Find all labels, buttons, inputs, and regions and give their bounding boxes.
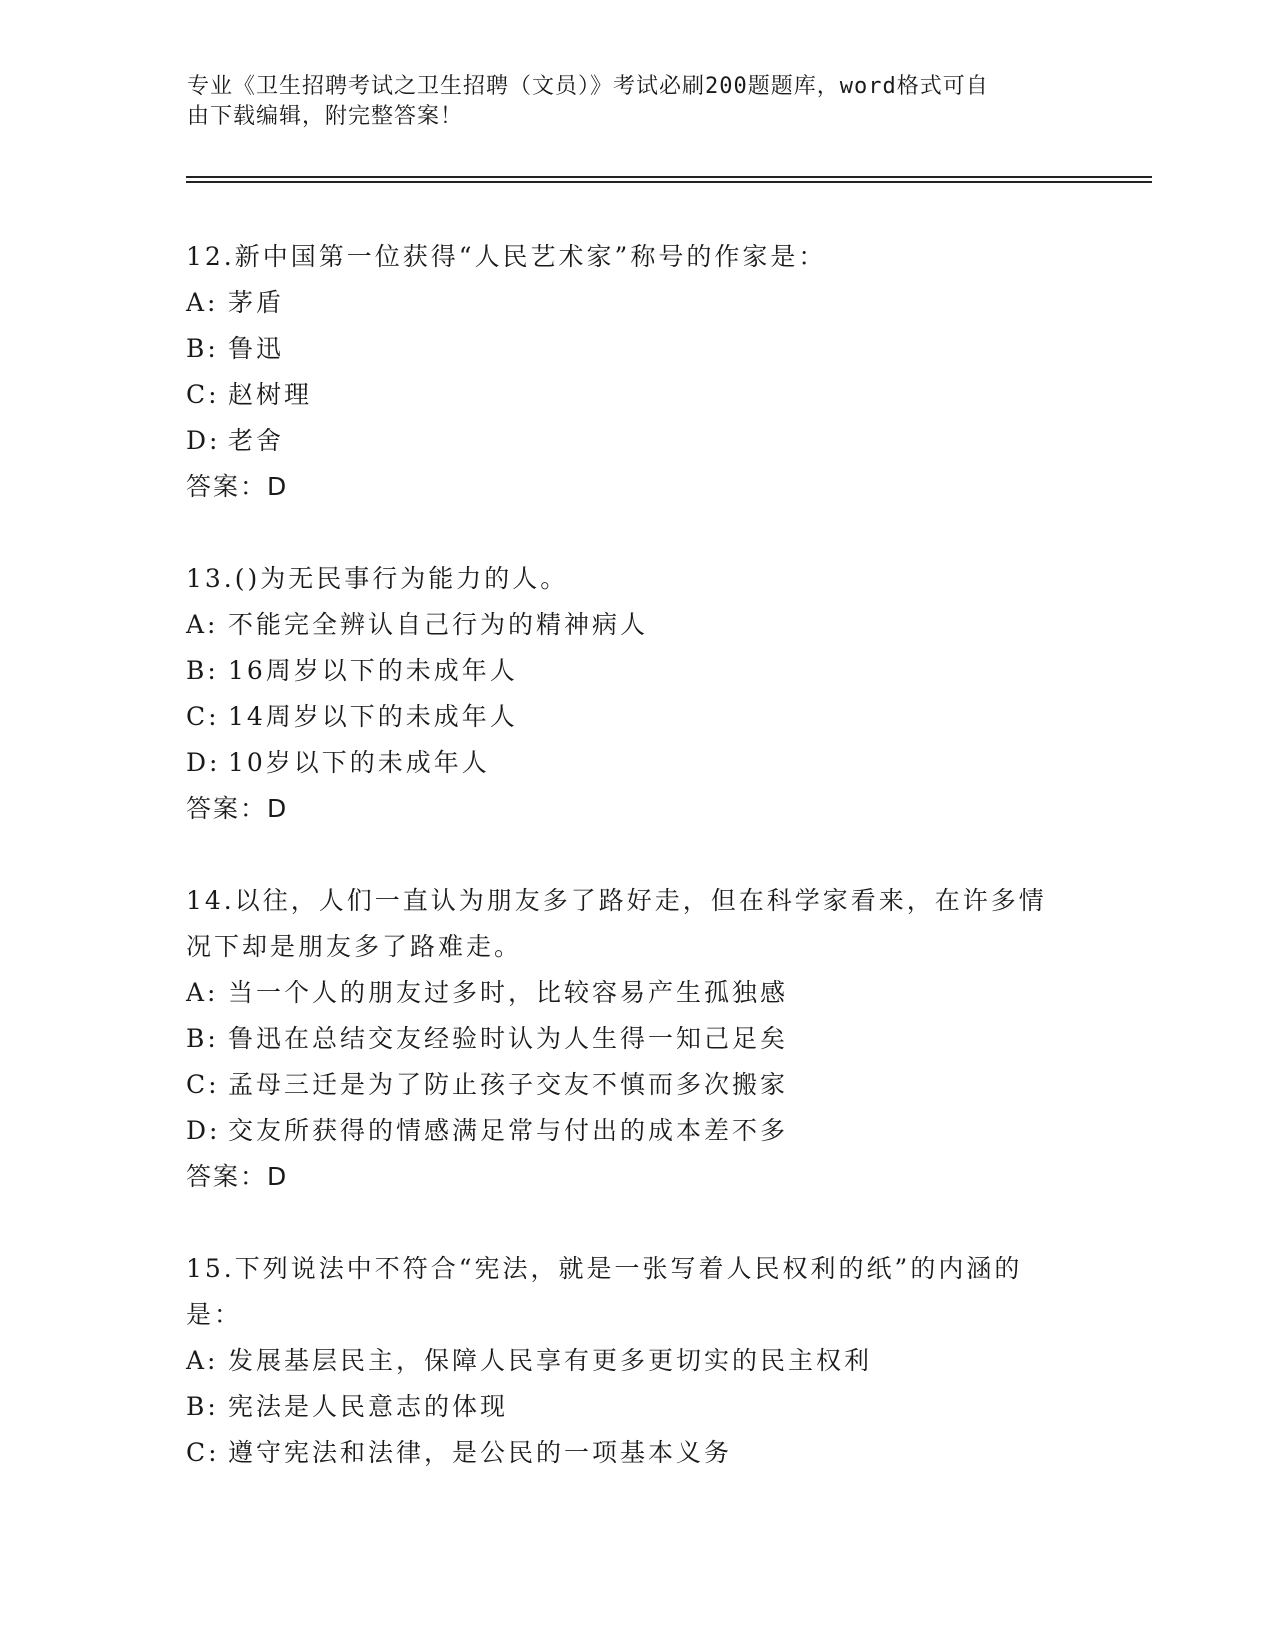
option-b [186,1016,1086,1062]
option-key: C: [186,702,220,731]
question-text-line-1: 15.下列说法中不符合“宪法，就是一张写着人民权利的纸”的内涵的 [186,1254,1023,1283]
answer-value: D [267,794,288,823]
option-key: B: [186,334,219,363]
header-line-2: 由下载编辑，附完整答案！ [187,104,464,129]
option-key: C: [186,380,220,409]
option-c [186,1430,1086,1476]
header-line-1: 专业《卫生招聘考试之卫生招聘（文员）》考试必刷200题题库，word格式可自 [187,74,989,99]
question-text-line-2: 况下却是朋友多了路难走。 [186,932,523,961]
option-key: B: [186,656,219,685]
option-key: D: [186,748,221,777]
question-text: 13.()为无民事行为能力的人。 [186,564,569,593]
answer-value: D [267,472,288,501]
option-text: 发展基层民主，保障人民享有更多更切实的民主权利 [228,1346,873,1375]
option-text: 宪法是人民意志的体现 [228,1392,509,1421]
option-text: 孟母三迁是为了防止孩子交友不慎而多次搬家 [228,1070,789,1099]
option-d [186,1108,1086,1154]
option-c [186,694,1086,740]
option-text: 鲁迅在总结交友经验时认为人生得一知己足矣 [228,1024,789,1053]
option-text: 当一个人的朋友过多时，比较容易产生孤独感 [228,978,789,1007]
question-text-line-1: 14.以往，人们一直认为朋友多了路好走，但在科学家看来，在许多情 [186,886,1047,915]
option-b [186,1384,1086,1430]
option-text: 交友所获得的情感满足常与付出的成本差不多 [228,1116,789,1145]
option-key: A: [186,288,219,317]
option-text: 鲁迅 [228,334,285,363]
option-text: 10岁以下的未成年人 [228,748,490,777]
option-key: A: [186,1346,219,1375]
answer-label: 答案： [186,794,268,823]
option-text: 遵守宪法和法律，是公民的一项基本义务 [228,1438,733,1467]
question-13 [186,556,1086,832]
option-a [186,1338,1086,1384]
option-d [186,418,1086,464]
question-14 [186,878,1086,1200]
option-a [186,970,1086,1016]
option-c [186,372,1086,418]
answer-label: 答案： [186,472,268,501]
option-b [186,648,1086,694]
question-12 [186,234,1086,510]
answer-line [186,464,1086,510]
header-divider-bottom [186,181,1152,183]
option-text: 14周岁以下的未成年人 [228,702,518,731]
document-header [187,72,1067,132]
option-a [186,602,1086,648]
option-d [186,740,1086,786]
option-key: A: [186,610,219,639]
option-text: 老舍 [228,426,285,455]
answer-line [186,786,1086,832]
option-text: 不能完全辨认自己行为的精神病人 [228,610,649,639]
option-c [186,1062,1086,1108]
question-15 [186,1246,1086,1476]
option-key: B: [186,1024,219,1053]
option-key: B: [186,1392,219,1421]
option-key: A: [186,978,219,1007]
option-text: 赵树理 [228,380,313,409]
question-text: 12.新中国第一位获得“人民艺术家”称号的作家是： [186,242,827,271]
option-a [186,280,1086,326]
option-text: 茅盾 [228,288,285,317]
answer-label: 答案： [186,1162,268,1191]
option-key: C: [186,1070,220,1099]
header-divider-top [186,176,1152,178]
option-b [186,326,1086,372]
answer-value: D [267,1162,288,1191]
option-key: D: [186,1116,221,1145]
question-list [186,234,1086,1522]
option-key: C: [186,1438,220,1467]
option-text: 16周岁以下的未成年人 [228,656,518,685]
option-key: D: [186,426,221,455]
answer-line [186,1154,1086,1200]
question-text-line-2: 是： [186,1300,243,1329]
